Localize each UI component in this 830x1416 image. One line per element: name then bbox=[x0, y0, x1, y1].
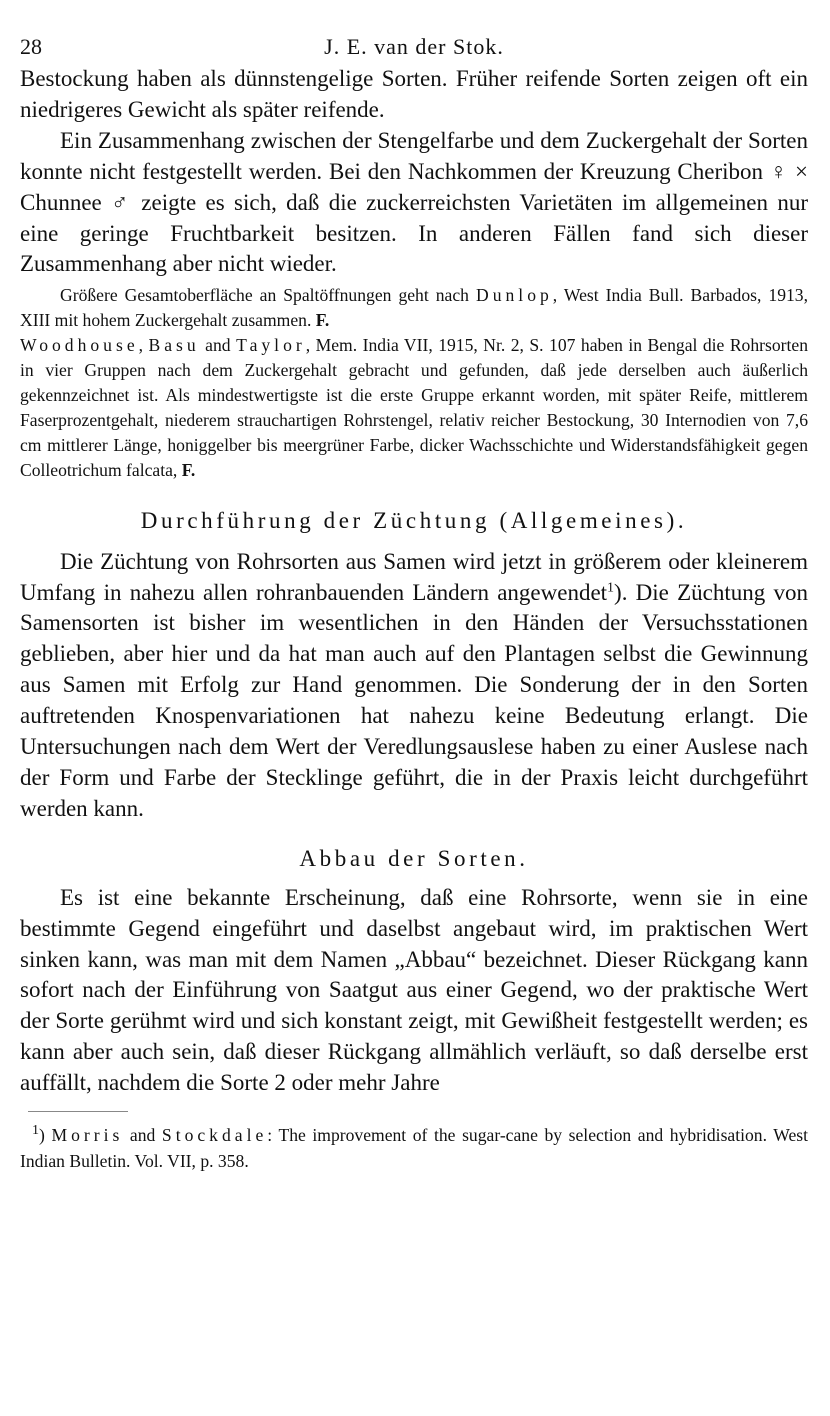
initial-f: F. bbox=[181, 459, 196, 480]
author-stockdale: Stockdale bbox=[161, 1125, 268, 1146]
book-page bbox=[20, 30, 808, 1400]
paragraph-continuation: Bestockung haben als dünnstengelige Sorten. Früher reifende Sorten zeigen oft ein niedrigeres Gewicht als später reifende. bbox=[20, 66, 808, 122]
running-head: J. E. van der Stok. bbox=[324, 34, 504, 59]
author-taylor: Taylor bbox=[236, 335, 306, 356]
paragraph-text: Die Züchtung von Rohrsorten aus Samen wird jetzt in größerem oder kleinerem Umfang in nahezu allen rohranbauenden Ländern angewendet bbox=[20, 548, 808, 605]
note-text: , Mem. India VII, 1915, Nr. 2, S. 107 haben in Bengal die Rohrsorten in vier Gruppen nach dem Zuckergehalt gebracht und gefunden, daß jede derselben auch äußerlich gekennzeichnet ist. Als mindestwertigste ist die erste Gruppe erkannt worden, mit später Reife, mittlerem Faserprozentgehalt, niederem strauchartigen Rohrstengel, relativ reicher Bestockung, 30 Internodien von 7,6 cm mittlerer Länge, honiggelber bis meergrüner Farbe, dicker Wachsschichte und Widerstandsfähigkeit gegen Colleotrichum falcata, bbox=[20, 335, 809, 480]
footnote bbox=[20, 1122, 808, 1174]
author-woodhouse: Woodhouse bbox=[20, 335, 139, 356]
section-heading-breeding: Durchführung der Züchtung (Allgemeines). bbox=[140, 507, 688, 533]
author-basu: Basu bbox=[148, 335, 200, 356]
paragraph-degeneration: Es ist eine bekannte Erscheinung, daß eine Rohrsorte, wenn sie in eine bestimmte Gegend eingeführt und daselbst angebaut wird, im praktischen Wert sinken kann, was man mit dem Namen „Abbau“ bezeichnet. Dieser Rückgang kann sofort nach der Einführung von Saatgut aus einer Gegend, wo der praktische Wert der Sorte gerühmt wird und sich konstant zeigt, mit Gewißheit festgestellt werden; es kann aber auch sein, daß dieser Rückgang allmählich verläuft, so daß derselbe erst auffällt, nachdem die Sorte 2 oder mehr Jahre bbox=[20, 884, 808, 1096]
initial-f: F. bbox=[315, 310, 330, 331]
small-print-note bbox=[20, 283, 808, 482]
note-text: Größere Gesamtoberfläche an Spaltöffnungen geht nach bbox=[60, 285, 476, 306]
footnote-text: ) bbox=[39, 1125, 52, 1146]
note-text: , West India Bull. Barbados, 1913, XIII mit hohem Zuckergehalt zusammen. bbox=[20, 285, 808, 331]
footnote-divider bbox=[28, 1111, 128, 1112]
paragraph-stem-color: Ein Zusammenhang zwischen der Stengelfarbe und dem Zuckergehalt der Sorten konnte nicht festgestellt werden. Bei den Nachkommen der Kreuzung Cheribon ♀ × Chunnee ♂ zeigte es sich, daß die zuckerreichsten Varietäten im allgemeinen nur eine geringe Fruchtbarkeit besitzen. In anderen Fällen fand sich dieser Zusammenhang aber nicht wieder. bbox=[20, 127, 808, 277]
note-text: and bbox=[199, 335, 237, 356]
author-dunlop: Dunlop bbox=[476, 285, 553, 306]
note-text: , bbox=[138, 335, 149, 356]
page-number: 28 bbox=[20, 34, 42, 59]
footnote-text: : The improvement of the sugar-cane by selection and hybridisation. West Indian Bulletin. Vol. VII, p. 358. bbox=[20, 1125, 808, 1172]
page-header bbox=[20, 30, 808, 64]
footnote-text: and bbox=[123, 1125, 162, 1146]
section-heading-degeneration: Abbau der Sorten. bbox=[299, 845, 529, 871]
paragraph-breeding bbox=[20, 547, 808, 825]
paragraph-text: ). Die Züchtung von Samensorten ist bisher im wesentlichen in den Händen der Versuchsstationen geblieben, aber hier und da hat man auch auf den Plantagen selbst die Gewinnung aus Samen mit Erfolg zur Hand genommen. Die Sonderung der in den Sorten auftretenden Knospenvariationen hat nahezu keine Bedeutung erlangt. Die Untersuchungen nach dem Wert der Veredlungsauslese haben zu einer Auslese nach der Form und Farbe der Stecklinge geführt, die in der Praxis leicht durchgeführt werden kann. bbox=[20, 579, 808, 821]
footnote-marker: 1 bbox=[32, 1123, 39, 1139]
footnote-reference: 1 bbox=[607, 579, 615, 595]
author-morris: Morris bbox=[51, 1125, 124, 1146]
